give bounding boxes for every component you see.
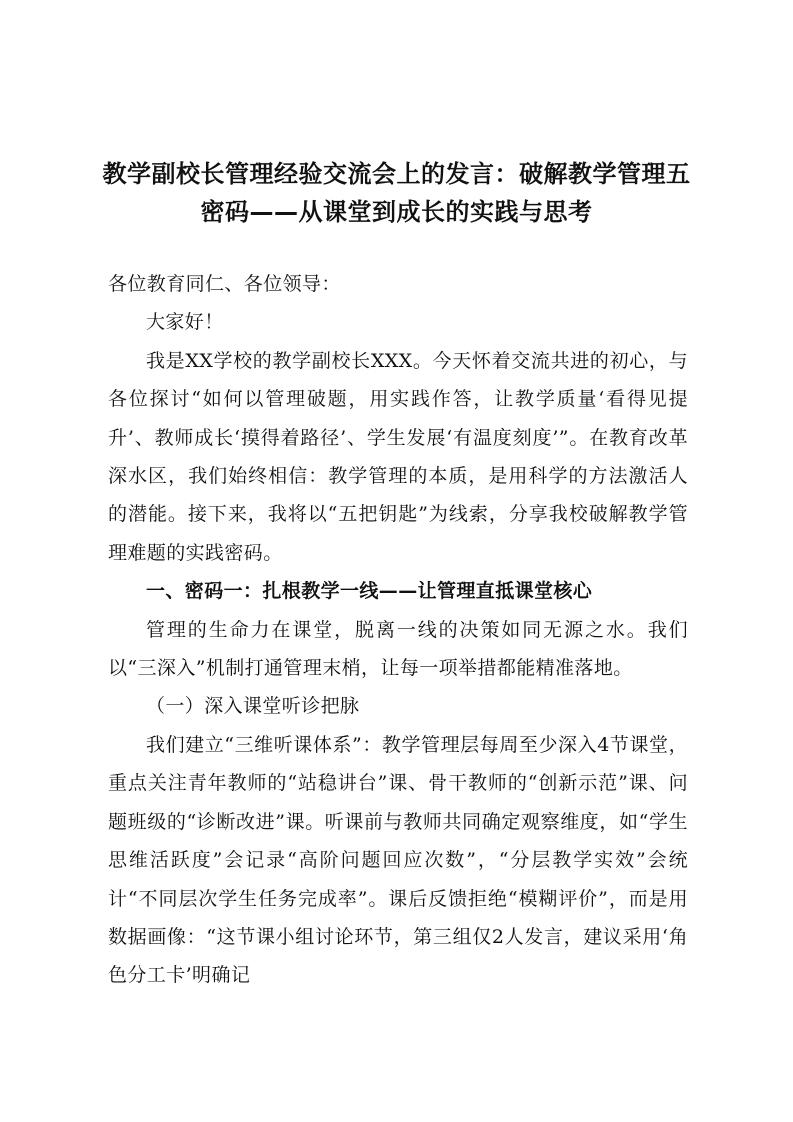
document-title: 教学副校长管理经验交流会上的发言：破解教学管理五密码——从课堂到成长的实践与思考 [102, 160, 691, 226]
section1-paragraph: 管理的生命力在课堂，脱离一线的决策如同无源之水。我们以“三深入”机制打通管理末梢，让每一项举措都能精准落地。 [108, 618, 688, 680]
section-heading-1: 一、密码一：扎根教学一线——让管理直抵课堂核心 [146, 580, 593, 603]
salutation: 各位教育同仁、各位领导： [108, 273, 341, 295]
document-body [108, 265, 688, 995]
subsection1-paragraph: 我们建立“三维听课体系”：教学管理层每周至少深入4节课堂，重点关注青年教师的“站稳讲台”课、骨干教师的“创新示范”课、问题班级的“诊断改进”课。听课前与教师共同确定观察维度，如“学生思维活跃度”会记录“高阶问题回应次数”，“分层教学实效”会统计“不同层次学生任务完成率”。课后反馈拒绝“模糊评价”，而是用数据画像：“这节课小组讨论环节，第三组仅2人发言，建议采用‘角色分工卡’明确记 [108, 733, 688, 987]
intro-paragraph: 我是XX学校的教学副校长XXX。今天怀着交流共进的初心，与各位探讨“如何以管理破题，用实践作答，让教学质量‘看得见提升’、教师成长‘摸得着路径’、学生发展‘有温度刻度’”。在教育改革深水区，我们始终相信：教学管理的本质，是用科学的方法激活人的潜能。接下来，我将以“五把钥匙”为线索，分享我校破解教学管理难题的实践密码。 [108, 349, 688, 564]
greeting: 大家好！ [146, 311, 224, 334]
subsection-heading-1: （一）深入课堂听诊把脉 [146, 695, 360, 718]
